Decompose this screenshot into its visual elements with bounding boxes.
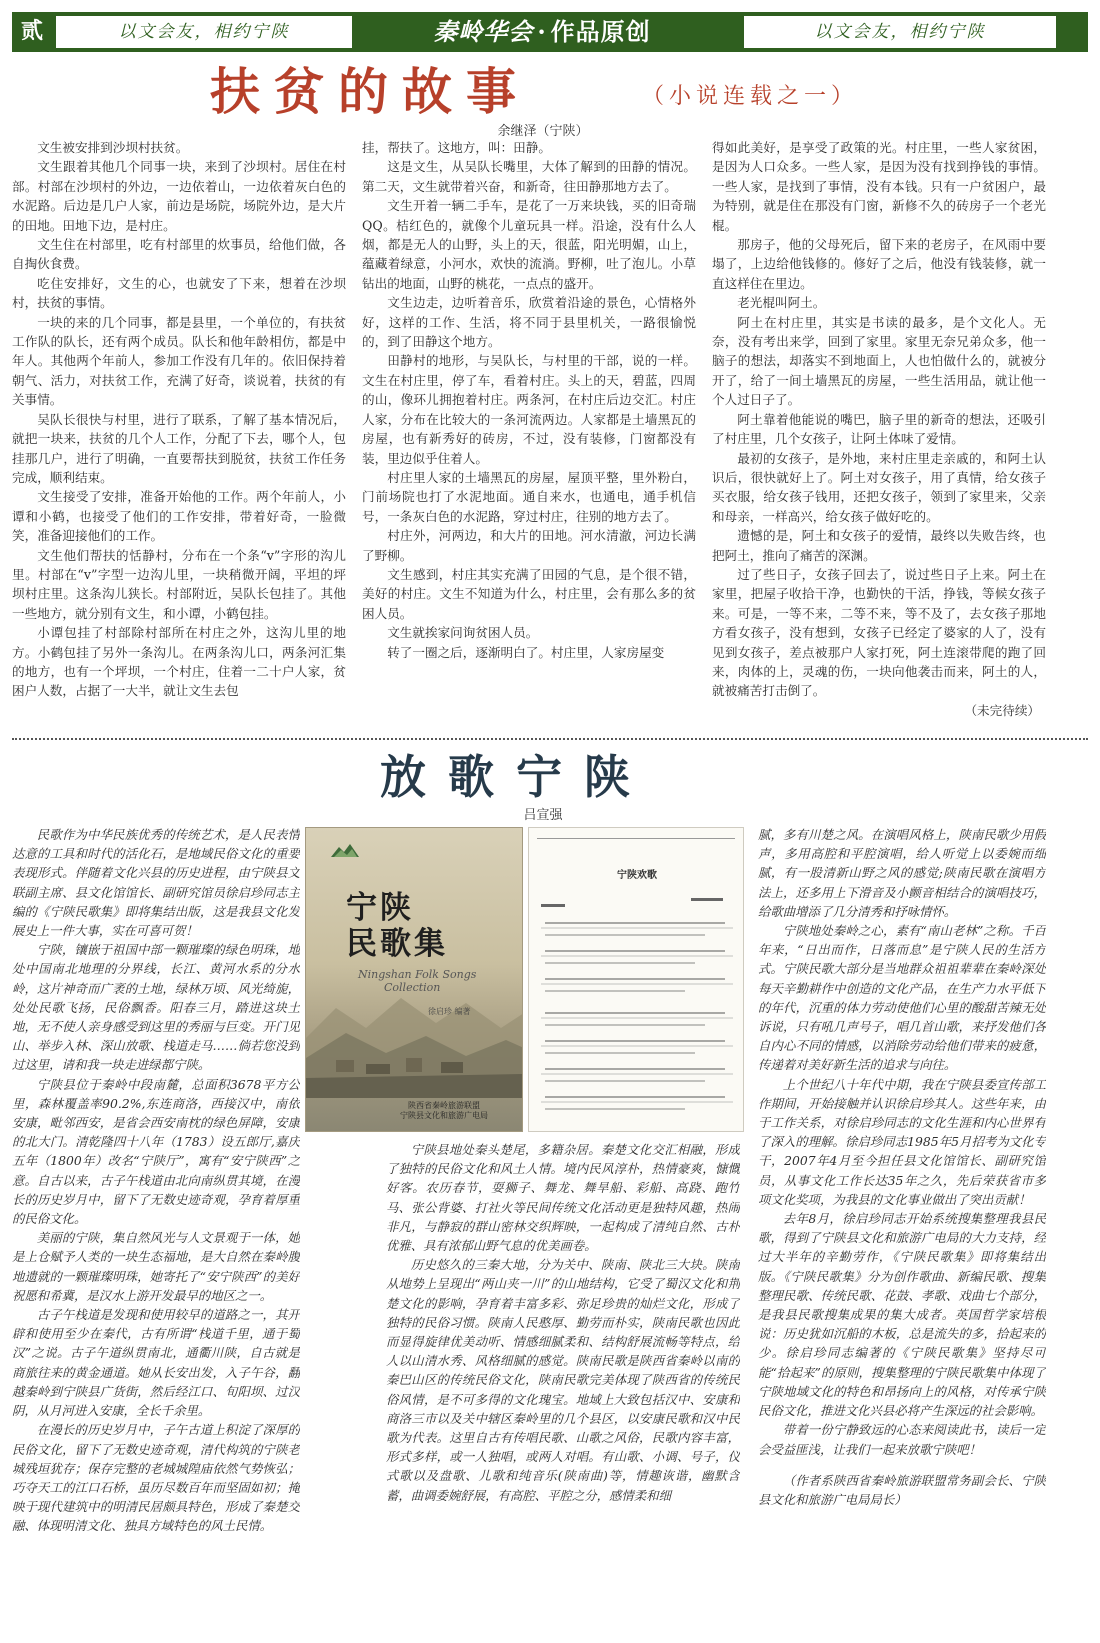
paragraph: 一块的来的几个同事，都是县里，一个单位的，有扶贫工作队的队长，还有两个成员。队长和他年龄相仿，都是中年人。其他两个年前人，参加工作没有几年的。依旧保持着朝气、活力，对扶贫工作，充满了好奇，谈说着，扶贫的有关事情。 <box>12 314 346 408</box>
article2-column-2 <box>386 1140 740 1637</box>
header-slogan-left: 以文会友，相约宁陕 <box>56 16 352 48</box>
article1-byline: 余继泽（宁陕） <box>497 124 589 139</box>
book-publisher: 陕西省秦岭旅游联盟 宁陕县文化和旅游广电局 <box>400 1101 488 1120</box>
header-section-title <box>372 12 712 52</box>
book-title-english: Ningshan Folk Songs Collection <box>358 968 477 994</box>
header-brand: 秦岭华会 <box>433 17 534 46</box>
paragraph: 最初的女孩子，是外地，来村庄里走亲戚的，和阿土认识后，很快就好上了。阿土对女孩子，用了真情，给女孩子买衣服，给女孩子钱用，还把女孩子，领到了家里来，父亲和母亲，一样高兴，给女孩子做好吃的。 <box>712 450 1046 524</box>
paragraph: 带着一份宁静致远的心态来阅读此书，读后一定会受益匪浅，让我们一起来放歌宁陕吧！ <box>758 1422 1046 1457</box>
header-section: 作品原创 <box>550 18 651 46</box>
paragraph: 文生边走，边听着音乐，欣赏着沿途的景色，心情格外好，这样的工作、生活，将不同于县里机关，一路很愉悦的，到了田静这个地方。 <box>362 295 696 350</box>
article2-column-1 <box>12 825 300 1637</box>
paragraph: 文生开着一辆二手车，是花了一万来块钱，买的旧奇瑞QQ。桔红色的，就像个儿童玩具一样。沿途，没有什么人烟，都是无人的山野，头上的天，很蓝，阳光明媚，山上，蕴藏着绿意，小河水，欢快的流淌。野柳，吐了泡儿。小草钻出的地面，山野的桃花，一点点的盛开。 <box>362 198 696 291</box>
to-be-continued: （未完待续） <box>964 702 1040 718</box>
paragraph: 宁陕，镶嵌于祖国中部一颗璀璨的绿色明珠，地处中国南北地理的分界线，长江、黄河水系的分水岭，这片神奇而广袤的土地，绿林万顷、风光绮旎，处处民歌飞扬，民俗飘香。阳春三月，踏进这块土地，无不使人亲身感受到这里的秀丽与巨变。开门见山、举步入林、深山放歌、栈道走马……倘若您没到过这里，请和我一块走进绿都宁陕。 <box>12 942 300 1073</box>
paragraph: 腻，多有川楚之风。在演唱风格上，陕南民歌少用假声，多用高腔和平腔演唱，给人听觉上以委婉而细腻，有一股清新山野之风的感觉;陕南民歌在演唱方法上，还多用上下滑音及小颤音相结合的演唱技巧，给歌曲增添了几分清秀和抒咏情怀。 <box>758 827 1046 919</box>
paragraph: 阿土靠着他能说的嘴巴，脑子里的新奇的想法，还吸引了村庄里，几个女孩子，让阿土体味了爱情。 <box>712 411 1046 447</box>
paragraph: 挂，帮扶了。这地方，叫：田静。 <box>362 140 551 155</box>
paragraph: 过了些日子，女孩子回去了，说过些日子上来。阿土在家里，把屋子收拾干净，也勤快的干活，挣钱，等候女孩子来。可是，一等不来，二等不来，等不及了，去女孩子那地方看女孩子，没有想到，女孩子已经定了婆家的人了，没有见到女孩子，差点被那户人家打死，阿土连滚带爬的跑了回来，肉体的上，灵魂的伤，一块向他袭击而来，阿土的人，就被痛苦打击倒了。 <box>712 566 1046 699</box>
header-separator: · <box>537 17 547 46</box>
paragraph: 宁陕地处秦岭之心，素有“南山老林”之称。千百年来，“日出而作，日落而息”是宁陕人民的生活方式。宁陕民歌大部分是当地群众祖祖辈辈在秦岭深处每天辛勤耕作中创造的文化产品，在生产力水平低下的年代，沉重的体力劳动使他们心里的酸甜苦辣无处诉说，只有吼几声号子，唱几首山歌，来抒发他们各自内心不同的情感，以消除劳动给他们带来的疲惫，传递着对美好新生活的追求与向往。 <box>758 923 1046 1073</box>
paragraph: 遗憾的是，阿土和女孩子的爱情，最终以失败告终，也把阿土，推向了痛苦的深渊。 <box>712 528 1046 563</box>
paragraph: 这是文生，从吴队长嘴里，大体了解到的田静的情况。第二天，文生就带着兴奋，和新奇，往田静那地方去了。 <box>362 159 696 194</box>
header-slogan-right: 以文会友，相约宁陕 <box>744 16 1056 48</box>
page-header-band <box>12 12 1088 52</box>
paragraph: 上个世纪八十年代中期，我在宁陕县委宣传部工作期间，开始接触并认识徐启珍其人。这些年来，由于工作关系，对徐启珍同志的文化生涯和内心世界有了深入的理解。徐启珍同志1985年5月招考为文化专干，2007年4月至今担任县文化馆馆长、副研究馆员，从事文化工作长达35年之久，先后荣获省市多项文化奖项，为我县的文化事业做出了突出贡献！ <box>758 1076 1046 1207</box>
book-cover-image <box>305 827 523 1132</box>
paragraph: 去年8月，徐启珍同志开始系统搜集整理我县民歌，得到了宁陕县文化和旅游广电局的大力支持，经过大半年的辛勤劳作，《宁陕民歌集》即将集结出版。《宁陕民歌集》分为创作歌曲、新编民歌、搜集整理民歌、传统民歌、花鼓、孝歌、戏曲七个部分，是我县民歌搜集成果的集大成者。英国哲学家培根说：历史犹如沉船的木板，总是流失的多，拾起来的少。徐启珍同志编著的《宁陕民歌集》坚持尽可能“拾起来”的原则，搜集整理的宁陕民歌集中体现了宁陕地域文化的特色和昂扬向上的风格，对传承宁陕民俗文化，推进文化兴县必将产生深远的社会影响。 <box>758 1211 1046 1419</box>
article1-subtitle: （小说连载之一） <box>642 84 859 109</box>
paragraph: 文生被安排到沙坝村扶贫。 <box>37 140 189 155</box>
page-number: 贰 <box>20 19 43 44</box>
paragraph: 文生感到，村庄其实充满了田园的气息，是个很不错，美好的村庄。文生不知道为什么，村庄里，会有那么多的贫困人员。 <box>362 566 696 621</box>
paragraph: 阿土在村庄里，其实是书读的最多，是个文化人。无奈，没有考出来学，回到了家里。家里无奈兄弟众多，他一脑子的想法，却落实不到地面上，人也怕做什么的，就被分开了，给了一间土墙黑瓦的房屋，一些生活用品，就让他一个人过日子了。 <box>712 314 1046 408</box>
paragraph: 文生接受了安排，准备开始他的工作。两个年前人，小谭和小鹤，也接受了他们的工作安排，带着好奇，一脸微笑，准备迎接他们的工作。 <box>12 489 346 544</box>
article2-byline: 吕宣强 <box>523 808 563 823</box>
article1-column-3 <box>712 138 1046 730</box>
page-rule <box>537 838 735 839</box>
mountain-village-illustration <box>306 978 523 1098</box>
paragraph: 吃住安排好，文生的心，也就安了下来，想着在沙坝村，扶贫的事情。 <box>12 275 346 311</box>
article2-title: 放歌宁陕 <box>380 750 652 804</box>
paragraph: 转了一圈之后，逐渐明白了。村庄里，人家房屋变 <box>387 644 665 660</box>
paragraph: 文生就挨家问询贫困人员。 <box>387 625 539 641</box>
paragraph: 那房子，他的父母死后，留下来的老房子，在风雨中要塌了，上边给他钱修的。修好了之后，他没有钱装修，就一直这样住在里边。 <box>712 237 1046 291</box>
article1-title: 扶贫的故事 <box>210 62 530 121</box>
paragraph: 村庄里人家的土墙黑瓦的房屋，屋顶平整，里外粉白，门前场院也打了水泥地面。通自来水，也通电，通手机信号，一条灰白色的水泥路，穿过村庄，往别的地方去了。 <box>362 469 696 524</box>
paragraph: 宁陕县地处秦头楚尾，多籍杂居。秦楚文化交汇相融，形成了独特的民俗文化和风土人情。境内民风淳朴，热情豪爽，慷慨好客。农历春节，耍狮子、舞龙、舞旱船、彩船、高跷、跑竹马、张公背婆、打社火等民间传统文化活动更是独特风趣，热闹非凡，与静寂的群山密林交织辉映，一起构成了清纯自然、古朴优雅、具有浓郁山野气息的优美画卷。 <box>386 1142 740 1254</box>
publisher-logo-icon <box>330 842 360 858</box>
paragraph: 在漫长的历史岁月中，子午古道上积淀了深厚的民俗文化，留下了无数史迹奇观，清代构筑的宁陕老城残垣犹存；保存完整的老城城隍庙依然气势恢弘；巧夺天工的江口石桥，虽历尽数百年而坚固如初；掩映于现代建筑中的明清民居颇具特色，形成了秦楚交融、体现明清文化、独具方域特色的风土民情。 <box>12 1422 300 1534</box>
article-divider <box>12 738 1088 740</box>
paragraph: 宁陕县位于秦岭中段南麓，总面积3678平方公里，森林覆盖率90.2%,东连商洛，西接汉中，南依安康，毗邻西安，是省会西安南枕的绿色屏障，安康的北大门。清乾隆四十八年（1783）设五郎厅,嘉庆五年（1800年）改名“宁陕厅”，寓有“安宁陕西”之意。自古以来，古子午栈道由北向南纵贯其境，在漫长的历史岁月中，留下了无数史迹奇观，孕育着厚重的民俗文化。 <box>12 1076 300 1227</box>
book-title: 宁陕 民歌集 <box>346 890 448 962</box>
paragraph: 得如此美好，是享受了政策的光。村庄里，一些人家贫困，是因为人口众多。一些人家，是因为没有找到挣钱的事情。一些人家，是找到了事情，没有本钱。只有一户贫困户，最为特别，就是住在那没有门窗，新修不久的砖房子一个老光棍。 <box>712 140 1046 233</box>
paragraph: 古子午栈道是发现和使用较早的道路之一，其开辟和使用至少在秦代，古有所谓“栈道千里，通于蜀汉”之说。古子午道纵贯南北，通衢川陕，自古就是商旅往来的黄金通道。她从长安出发，入子午谷，翻越秦岭到宁陕县广货街，然后经江口、旬阳坝、过汉阴，从月河进入安康，全长千余里。 <box>12 1307 300 1419</box>
paragraph: 文生跟着其他几个同事一块，来到了沙坝村。居住在村部。村部在沙坝村的外边，一边依着山，一边依着灰白色的水泥路。后边是几户人家，前边是场院，场院外边，是大片的田地。田地下边，是村庄。 <box>12 159 346 233</box>
song-title: 宁陕欢歌 <box>617 870 657 881</box>
author-note: （作者系陕西省秦岭旅游联盟常务副会长、宁陕县文化和旅游广电局局长） <box>758 1472 1046 1507</box>
paragraph: 民歌作为中华民族优秀的传统艺术，是人民表情达意的工具和时代的活化石，是地域民俗文化的重要表现形式。伴随着文化兴县的历史进程，由宁陕县文联副主席、县文化馆馆长、副研究馆员徐启珍同志主编的《宁陕民歌集》即将集结出版，这是我县文化发展史上一件大事，实在可喜可贺！ <box>12 827 300 939</box>
paragraph: 吴队长很快与村里，进行了联系，了解了基本情况后，就把一块来，扶贫的几个人工作，分配了下去，哪个人，包挂那几户，进行了明确，一直要帮扶到脱贫，扶贫工作任务完成，顺利结束。 <box>12 411 346 485</box>
article1-column-2 <box>362 138 696 730</box>
paragraph: 美丽的宁陕，集自然风光与人文景观于一体，她是上仓赋予人类的一块生态福地，是大自然在秦岭腹地遗就的一颗璀璨明珠，她寄托了“安宁陕西”的美好祝愿和希冀，是汉水上游开发最早的地区之一。 <box>12 1230 300 1303</box>
paragraph: 历史悠久的三秦大地，分为关中、陕南、陕北三大块。陕南从地势上呈现出“两山夹一川”的山地结构，它受了蜀汉文化和荆楚文化的影响，孕育着丰富多彩、弥足珍贵的灿烂文化，形成了独特的民俗习惯。陕南人民憨厚、勤劳而朴实，陕南民歌也因此而显得旋律优美动听、情感细腻柔和、结构舒展流畅等特点，给人以山清水秀、风格细腻的感觉。陕南民歌是陕西省秦岭以南的秦巴山区的传统民俗文化，陕南民歌完美体现了陕西省的传统民俗风情，是不可多得的文化瑰宝。地域上大致包括汉中、安康和商洛三市以及关中辖区秦岭里的几个县区，以安康民歌和汉中民歌为代表。这里自古有传唱民歌、山歌之风俗，民歌内容丰富，形式多样，或一人独唱，或两人对唱。有山歌、小调、号子，仪式歌以及盘歌、儿歌和纯音乐(陕南曲)等，情趣诙谐，幽默含蓄，曲调委婉舒展，有高腔、平腔之分，感情柔和细 <box>386 1257 740 1503</box>
article2-column-3 <box>758 825 1046 1637</box>
article1-column-1 <box>12 138 346 730</box>
paragraph: 田静村的地形，与吴队长，与村里的干部，说的一样。文生在村庄里，停了车，看着村庄。头上的天，碧蓝，四周的山，像环儿拥抱着村庄。两条河，在村庄后边交汇。村庄人家，分布在比较大的一条河流两边。人家都是土墙黑瓦的房屋，也有新秀好的砖房，不过，没有装修，门窗都没有装，里边似乎住着人。 <box>362 353 696 466</box>
paragraph: 村庄外，河两边，和大片的田地。河水清澈，河边长满了野柳。 <box>362 528 696 563</box>
paragraph: 小谭包挂了村部除村部所在村庄之外，这沟儿里的地方。小鹤包挂了另外一条沟儿。在两条沟儿口，两条河汇集的地方，也有一个坪坝，一个村庄，住着一二十户人家，贫困户人数，占据了一大半，就让文生去包 <box>12 625 346 699</box>
numbered-notation-staves <box>541 898 733 1126</box>
book-editor: 徐启珍 编著 <box>428 1007 471 1016</box>
paragraph: 老光棍叫阿土。 <box>737 295 826 311</box>
sheet-music-image <box>528 827 744 1132</box>
paragraph: 文生住在村部里，吃有村部里的炊事员，给他们做，各自掏伙食费。 <box>12 237 346 272</box>
paragraph: 文生他们帮扶的恬静村，分布在一个条“v”字形的沟儿里。村部在“v”字型一边沟儿里，一块稍微开阔，平坦的坪坝村庄里。这条沟儿狭长。村部附近，吴队长包挂了。其他一些地方，就分别有文生，和小谭，小鹤包挂。 <box>12 547 346 621</box>
